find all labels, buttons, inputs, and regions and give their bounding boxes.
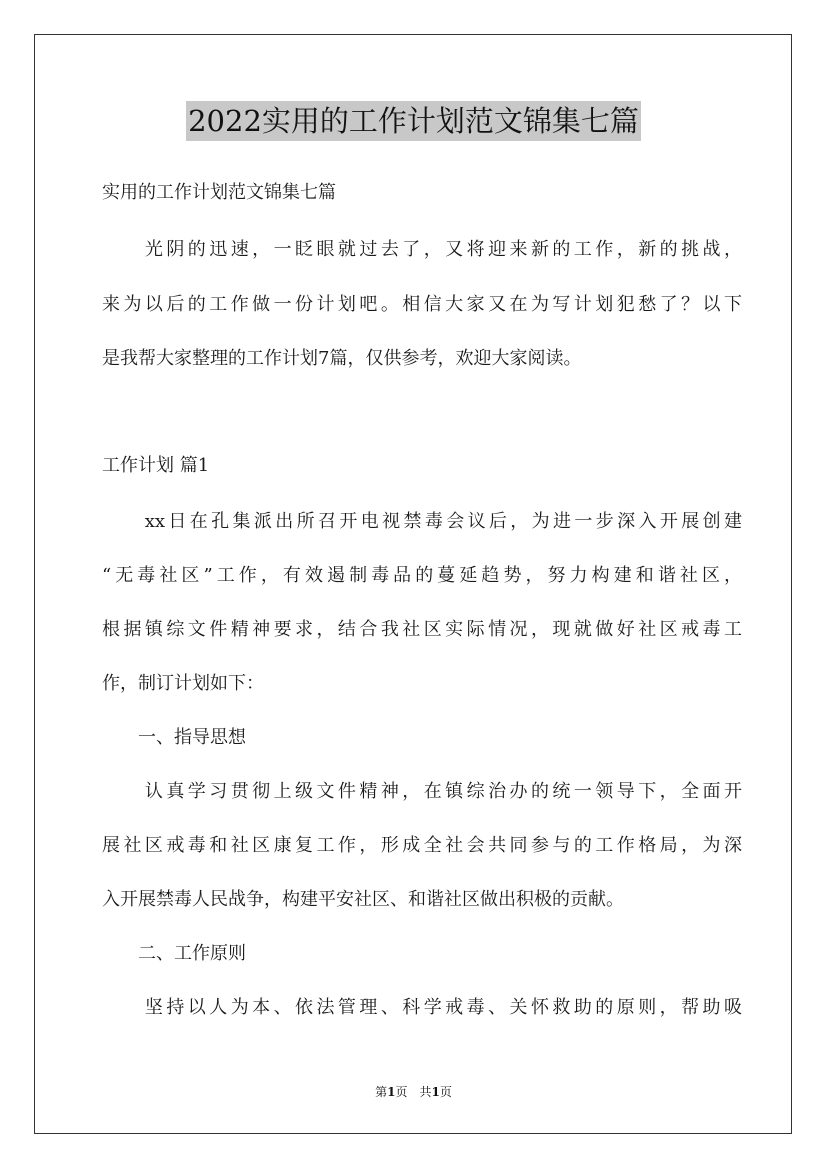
footer-suffix: 页: [439, 1085, 452, 1099]
footer-current-page: 1: [387, 1085, 396, 1099]
heading-guiding-ideology: 一、指导思想: [102, 727, 246, 748]
para2-line-3: 入开展禁毒人民战争，构建平安社区、和谐社区做出积极的贡献。: [102, 889, 624, 910]
para1-line-4: 作，制订计划如下：: [102, 673, 264, 694]
footer-mid: 页 共: [395, 1085, 432, 1099]
title-container: [0, 101, 827, 141]
section-heading: 工作计划 篇1: [102, 455, 210, 476]
heading-work-principles: 二、工作原则: [102, 943, 246, 964]
intro-line-1: 光阴的迅速，一眨眼就过去了，又将迎来新的工作，新的挑战，: [102, 239, 742, 260]
footer-prefix: 第: [375, 1085, 388, 1099]
document-subtitle: 实用的工作计划范文锦集七篇: [102, 182, 336, 203]
document-title: 2022实用的工作计划范文锦集七篇: [186, 101, 641, 141]
para1-line-1: xx日在孔集派出所召开电视禁毒会议后，为进一步深入开展创建: [102, 511, 742, 532]
intro-line-3: 是我帮大家整理的工作计划7篇，仅供参考，欢迎大家阅读。: [102, 348, 582, 369]
para2-line-1: 认真学习贯彻上级文件精神，在镇综治办的统一领导下，全面开: [102, 781, 742, 802]
footer-total-pages: 1: [431, 1085, 440, 1099]
para2-line-2: 展社区戒毒和社区康复工作，形成全社会共同参与的工作格局，为深: [102, 835, 742, 856]
para1-line-3: 根据镇综文件精神要求，结合我社区实际情况，现就做好社区戒毒工: [102, 619, 742, 640]
page-footer: [0, 1084, 827, 1100]
para3-line-1: 坚持以人为本、依法管理、科学戒毒、关怀救助的原则，帮助吸: [102, 997, 742, 1018]
para1-line-2: “无毒社区”工作，有效遏制毒品的蔓延趋势，努力构建和谐社区，: [102, 565, 742, 586]
intro-line-2: 来为以后的工作做一份计划吧。相信大家又在为写计划犯愁了？以下: [102, 294, 742, 315]
